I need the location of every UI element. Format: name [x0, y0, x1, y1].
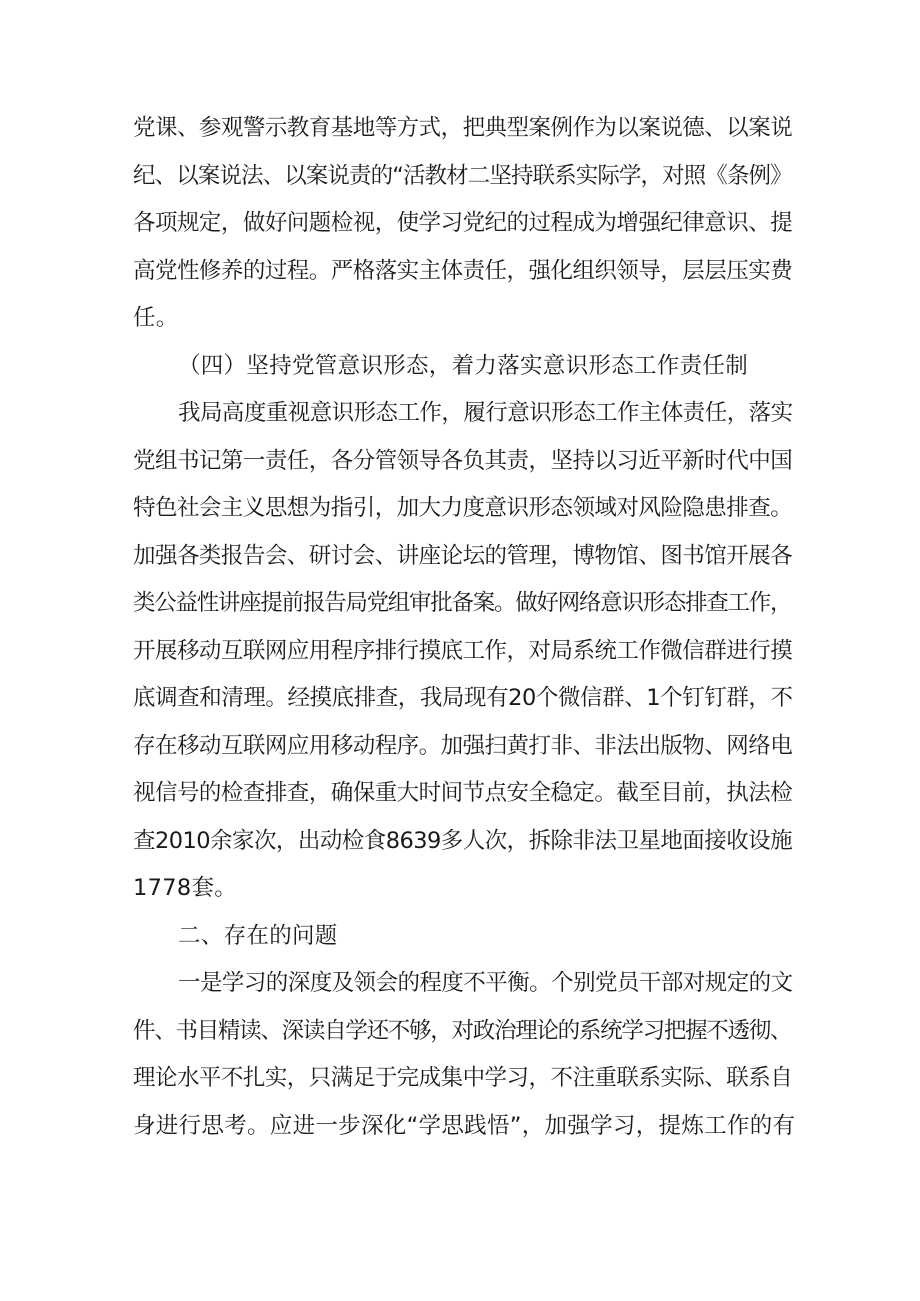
text-line: 各项规定，做好问题检视，使学习党纪的过程成为增强纪律意识、提	[133, 210, 793, 236]
text-line: 高党性修养的过程。严格落实主体责任，强化组织领导，层层压实费	[133, 257, 793, 284]
text-line: 身进行思考。应进一步深化“学思践悟”，加强学习，提炼工作的有	[133, 1112, 796, 1139]
paragraph-p1	[133, 105, 793, 343]
text-line: （四）坚持党管意识形态，着力落实意识形态工作责任制	[178, 352, 749, 379]
text-line: 类公益性讲座提前报告局党组审批备案。做好网络意识形态排查工作，	[133, 590, 792, 616]
text-line: 底调查和清理。经摸底排查，我局现有20个微信群、1个钉钉群，不	[133, 685, 793, 711]
paragraph-p2	[133, 343, 793, 391]
text-line: 任。	[133, 305, 179, 331]
paragraph-p4	[133, 913, 793, 961]
document-body	[133, 105, 796, 1150]
text-line: 1778套。	[133, 875, 238, 901]
text-line: 党课、参观警示教育基地等方式，把典型案例作为以案说德、以案说	[133, 115, 793, 141]
text-line: 党组书记第一责任，各分管领导各负其责，坚持以习近平新时代中国	[133, 447, 793, 474]
paragraph-p3	[133, 390, 793, 913]
text-line: 开展移动互联网应用程序排行摸底工作，对局系统工作微信群进行摸	[133, 637, 793, 664]
text-line: 加强各类报告会、研讨会、讲座论坛的管理，博物馆、图书馆开展各	[133, 542, 793, 569]
text-line: 二、存在的问题	[178, 922, 338, 949]
paragraph-p5	[133, 960, 796, 1150]
text-line: 视信号的检查排查，确保重大时间节点安全稳定。截至目前，执法检	[133, 780, 793, 806]
text-line: 件、书目精读、深读自学还不够，对政治理论的系统学习把握不透彻、	[133, 1017, 792, 1044]
text-line: 纪、以案说法、以案说责的“活教材二坚持联系实际学，对照《条例》	[133, 162, 792, 189]
text-line: 特色社会主义思想为指引，加大力度意识形态领域对风险隐患排查。	[133, 495, 793, 521]
text-line: 理论水平不扎实，只满足于完成集中学习，不注重联系实际、联系自	[133, 1065, 793, 1091]
text-line: 查2010余家次，出动检食8639多人次，拆除非法卫星地面接收设施	[133, 827, 793, 854]
text-line: 我局高度重视意识形态工作，履行意识形态工作主体责任，落实	[178, 400, 793, 426]
text-line: 存在移动互联网应用移动程序。加强扫黄打非、非法出版物、网络电	[133, 732, 793, 759]
text-line: 一是学习的深度及领会的程度不平衡。个别党员干部对规定的文	[178, 970, 793, 996]
